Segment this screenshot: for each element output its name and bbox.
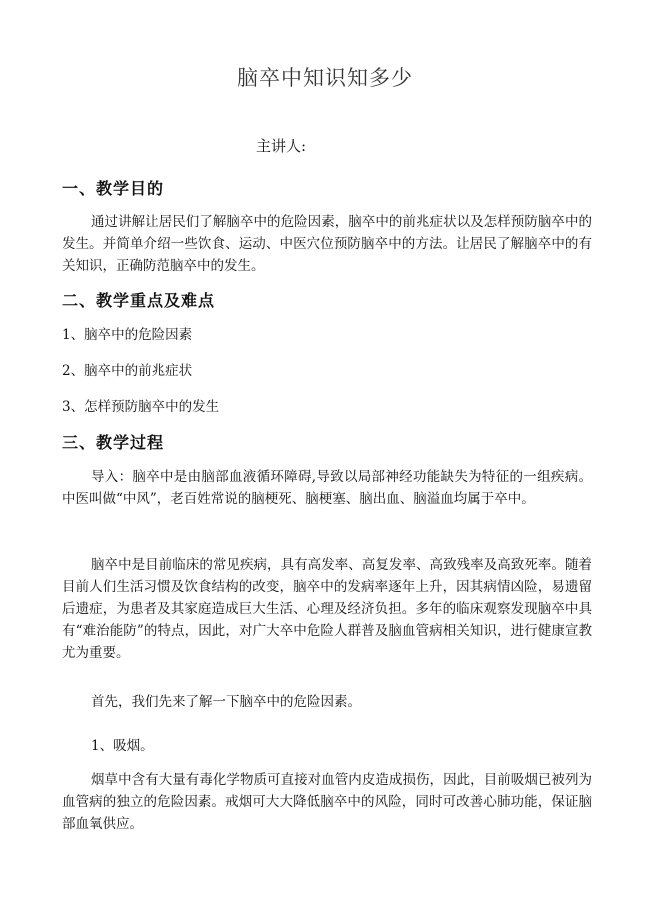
key-point-item: 1、脑卒中的危险因素 (62, 327, 193, 343)
speaker-label: 主讲人: (256, 137, 307, 155)
document-title: 脑卒中知识知多少 (237, 66, 413, 90)
process-background-paragraph: 脑卒中是目前临床的常见疾病，具有高发率、高复发率、高致残率及高致死率。随着目前人们生活习惯及饮食结构的改变，脑卒中的发病率逐年上升，因其病情凶险，易遗留后遗症，为患者及其家庭造成巨大生活、心理及经济负担。多年的临床观察发现脑卒中具有“难治能防”的特点，因此，对广大卒中危险人群普及脑血管病相关知识，进行健康宣教尤为重要。 (62, 557, 592, 661)
section-heading-key-points: 二、教学重点及难点 (62, 291, 216, 310)
risk-factor-intro-paragraph: 首先，我们先来了解一下脑卒中的危险因素。 (91, 694, 361, 710)
smoking-paragraph: 烟草中含有大量有毒化学物质可直接对血管内皮造成损伤，因此，目前吸烟已被列为血管病的独立的危险因素。戒烟可大大降低脑卒中的风险，同时可改善心肺功能，保证脑部血氧供应。 (62, 772, 592, 832)
key-point-item: 3、怎样预防脑卒中的发生 (62, 399, 220, 415)
risk-factor-subheading: 1、吸烟。 (91, 738, 154, 754)
key-point-item: 2、脑卒中的前兆症状 (62, 363, 193, 379)
process-intro-paragraph: 导入：脑卒中是由脑部血液循环障碍,导致以局部神经功能缺失为特征的一组疾病。中医叫做“中风”，老百姓常说的脑梗死、脑梗塞、脑出血、脑溢血均属于卒中。 (62, 469, 592, 507)
section-heading-teaching-goal: 一、教学目的 (62, 179, 165, 198)
teaching-goal-paragraph: 通过讲解让居民们了解脑卒中的危险因素，脑卒中的前兆症状以及怎样预防脑卒中的发生。并简单介绍一些饮食、运动、中医穴位预防脑卒中的方法。让居民了解脑卒中的有关知识，正确防范脑卒中的发生。 (62, 214, 592, 274)
section-heading-teaching-process: 三、教学过程 (62, 433, 165, 452)
